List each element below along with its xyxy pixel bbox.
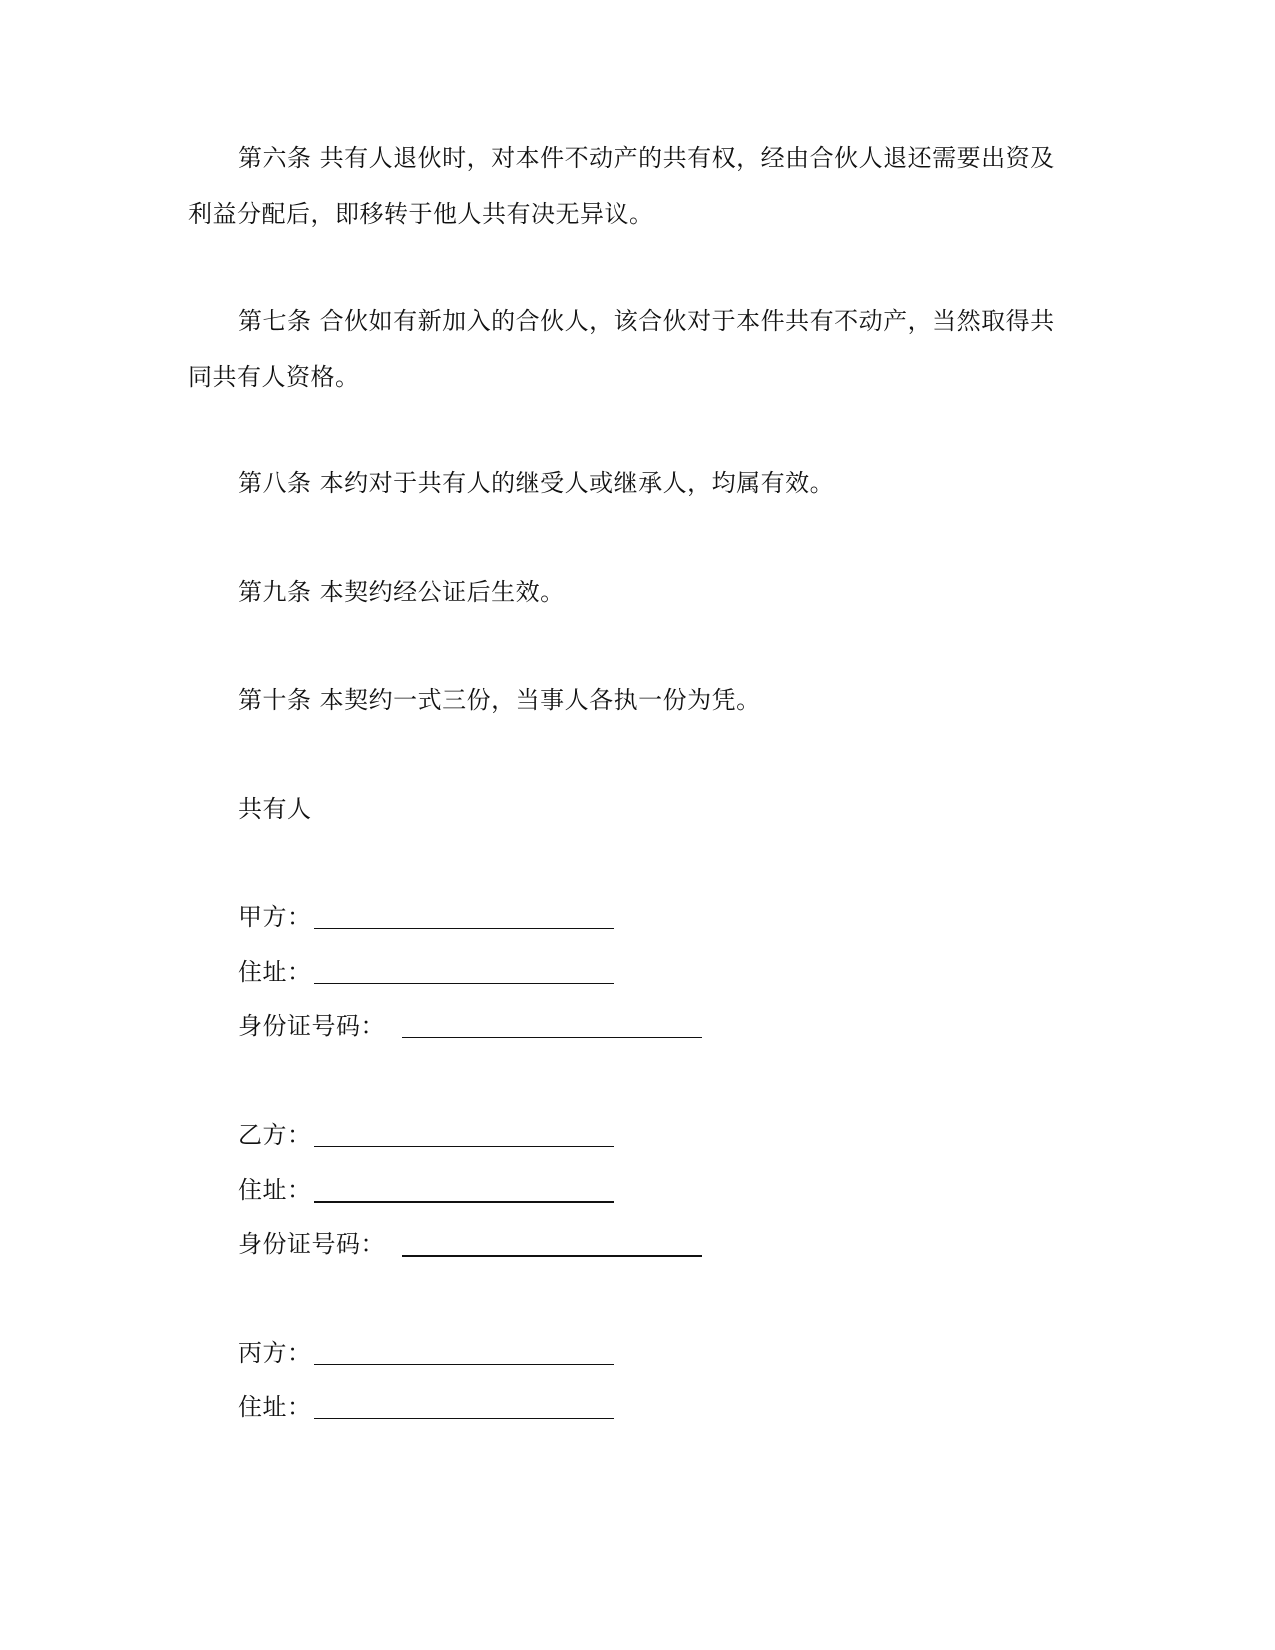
signature-heading: 共有人: [238, 795, 312, 823]
party-b-id-label: 身份证号码：: [238, 1230, 385, 1258]
party-b-name-label: 乙方：: [238, 1121, 312, 1149]
party-a-address-label: 住址：: [238, 958, 312, 986]
party-c-address-field: [238, 1392, 618, 1424]
party-b-name-blank[interactable]: [314, 1146, 614, 1147]
party-c-name-field: [238, 1338, 618, 1370]
party-a-id-label: 身份证号码：: [238, 1012, 385, 1040]
party-a-id-blank[interactable]: [402, 1037, 702, 1038]
article-6: 第六条 共有人退伙时，对本件不动产的共有权，经由合伙人退还需要出资及利益分配后，即移转于他人共有决无异议。: [188, 144, 1055, 228]
party-b-id-blank[interactable]: [402, 1255, 702, 1257]
party-a-id-field: [238, 1011, 708, 1043]
party-a-address-field: [238, 957, 618, 989]
party-b-address-field: [238, 1175, 618, 1207]
party-c-address-label: 住址：: [238, 1393, 312, 1421]
article-10: 第十条 本契约一式三份，当事人各执一份为凭。: [238, 686, 761, 714]
article-7: 第七条 合伙如有新加入的合伙人，该合伙对于本件共有不动产，当然取得共同共有人资格。: [188, 307, 1055, 391]
party-a-address-blank[interactable]: [314, 983, 614, 984]
party-a-name-label: 甲方：: [238, 903, 312, 931]
party-a-name-blank[interactable]: [314, 928, 614, 929]
party-b-address-blank[interactable]: [314, 1201, 614, 1203]
article-8: 第八条 本约对于共有人的继受人或继承人，均属有效。: [238, 469, 835, 497]
article-9: 第九条 本契约经公证后生效。: [238, 578, 565, 606]
party-b-id-field: [238, 1229, 708, 1261]
party-b-address-label: 住址：: [238, 1176, 312, 1204]
party-c-name-label: 丙方：: [238, 1339, 312, 1367]
party-b-name-field: [238, 1120, 618, 1152]
party-a-name-field: [238, 902, 618, 934]
party-c-name-blank[interactable]: [314, 1364, 614, 1365]
party-c-address-blank[interactable]: [314, 1418, 614, 1419]
